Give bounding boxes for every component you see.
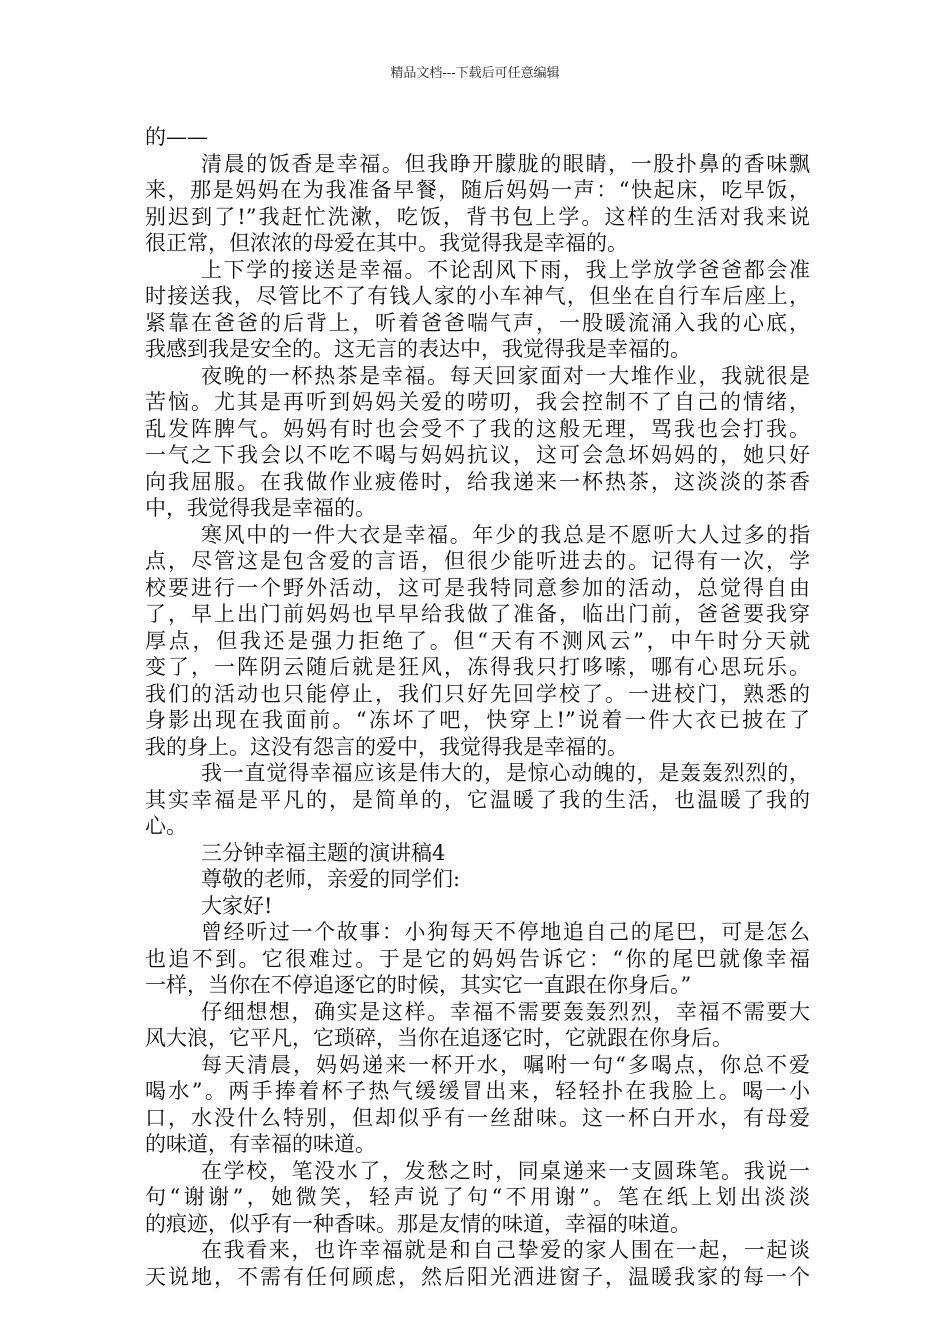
text-line: 校要进行一个野外活动，这可是我特同意参加的活动，总觉得自由 bbox=[145, 575, 810, 600]
text-line: 风大浪，它平凡，它琐碎，当你在追逐它时，它就跟在你身后。 bbox=[145, 1026, 733, 1050]
text-line: 在我看来，也许幸福就是和自己挚爱的家人围在一起，一起谈 bbox=[201, 1238, 810, 1262]
text-line: 喝水”。两手捧着杯子热气缓缓冒出来，轻轻扑在我脸上。喝一小 bbox=[145, 1079, 810, 1103]
text-line: 句“谢谢”，她微笑，轻声说了句“不用谢”。笔在纸上划出淡淡 bbox=[145, 1185, 810, 1209]
text-line: 乱发阵脾气。妈妈有时也会受不了我的这般无理，骂我也会打我。 bbox=[145, 416, 810, 441]
document-body bbox=[145, 124, 810, 1290]
text-line: 的痕迹，似乎有一种香味。那是友情的味道，幸福的味道。 bbox=[145, 1211, 691, 1236]
text-line: 一气之下我会以不吃不喝与妈妈抗议，这可会急坏妈妈的，她只好 bbox=[145, 443, 810, 467]
text-line: 我们的活动也只能停止，我们只好先回学校了。一进校门，熟悉的 bbox=[145, 681, 810, 706]
text-line: 心。 bbox=[145, 814, 187, 838]
text-line: 厚点，但我还是强力拒绝了。但“天有不测风云”，中午时分天就 bbox=[145, 628, 810, 653]
text-line: 也追不到。它很难过。于是它的妈妈告诉它：“你的尾巴就像幸福 bbox=[145, 946, 810, 971]
text-line: 点，尽管这是包含爱的言语，但很少能听进去的。记得有一次，学 bbox=[145, 549, 810, 573]
text-line: 很正常，但浓浓的母爱在其中。我觉得我是幸福的。 bbox=[145, 231, 628, 255]
text-line: 向我屈服。在我做作业疲倦时，给我递来一杯热茶，这淡淡的茶香 bbox=[145, 469, 810, 494]
text-line: 每天清晨，妈妈递来一杯开水，嘱咐一句“多喝点，你总不爱 bbox=[201, 1052, 810, 1077]
text-line: 寒风中的一件大衣是幸福。年少的我总是不愿听大人过多的指 bbox=[201, 522, 810, 547]
text-line: 我感到我是安全的。这无言的表达中，我觉得我是幸福的。 bbox=[145, 337, 691, 361]
text-line: 上下学的接送是幸福。不论刮风下雨，我上学放学爸爸都会准 bbox=[201, 257, 810, 282]
text-line: 其实幸福是平凡的，是简单的，它温暖了我的生活，也温暖了我的 bbox=[145, 787, 810, 812]
text-line: 我的身上。这没有怨言的爱中，我觉得我是幸福的。 bbox=[145, 734, 628, 759]
text-line: 的—— bbox=[145, 125, 208, 149]
text-line: 苦恼。尤其是再听到妈妈关爱的唠叨，我会控制不了自己的情绪， bbox=[145, 390, 810, 414]
text-line: 大家好! bbox=[201, 893, 273, 918]
text-line: 别迟到了!”我赶忙洗漱，吃饭，背书包上学。这样的生活对我来说 bbox=[145, 204, 810, 229]
text-line: 了，早上出门前妈妈也早早给我做了准备，临出门前，爸爸要我穿 bbox=[145, 602, 810, 626]
text-line: 三分钟幸福主题的演讲稿4 bbox=[201, 840, 446, 865]
text-line: 夜晚的一杯热茶是幸福。每天回家面对一大堆作业，我就很是 bbox=[201, 363, 810, 388]
text-line: 变了，一阵阴云随后就是狂风，冻得我只打哆嗦，哪有心思玩乐。 bbox=[145, 655, 810, 679]
text-line: 我一直觉得幸福应该是伟大的，是惊心动魄的，是轰轰烈烈的， bbox=[201, 761, 810, 785]
text-line: 紧靠在爸爸的后背上，听着爸爸喘气声，一股暖流涌入我的心底， bbox=[145, 310, 810, 335]
text-line: 在学校，笔没水了，发愁之时，同桌递来一支圆珠笔。我说一 bbox=[201, 1158, 810, 1183]
text-line: 中，我觉得我是幸福的。 bbox=[145, 496, 376, 520]
text-line: 时接送我，尽管比不了有钱人家的小车神气，但坐在自行车后座上， bbox=[145, 284, 810, 308]
text-line: 口，水没什么特别，但却似乎有一丝甜味。这一杯白开水，有母爱 bbox=[145, 1105, 810, 1130]
text-line: 天说地，不需有任何顾虑，然后阳光洒进窗子，温暖我家的每一个 bbox=[145, 1264, 810, 1289]
text-line: 清晨的饭香是幸福。但我睁开朦胧的眼睛，一股扑鼻的香味飘 bbox=[201, 151, 810, 176]
text-line: 来，那是妈妈在为我准备早餐，随后妈妈一声：“快起床，吃早饭， bbox=[145, 178, 810, 202]
text-line: 身影出现在我面前。“冻坏了吧，快穿上!”说着一件大衣已披在了 bbox=[145, 708, 810, 732]
text-line: 尊敬的老师，亲爱的同学们: bbox=[201, 867, 461, 891]
text-line: 的味道，有幸福的味道。 bbox=[145, 1132, 376, 1156]
text-line: 仔细想想，确实是这样。幸福不需要轰轰烈烈，幸福不需要大 bbox=[201, 999, 810, 1024]
text-line: 一样，当你在不停追逐它的时候，其实它一直跟在你身后。” bbox=[145, 973, 692, 997]
page-header: 精品文档---下载后可任意编辑 bbox=[390, 66, 560, 81]
text-line: 曾经听过一个故事：小狗每天不停地追自己的尾巴，可是怎么 bbox=[201, 920, 810, 944]
